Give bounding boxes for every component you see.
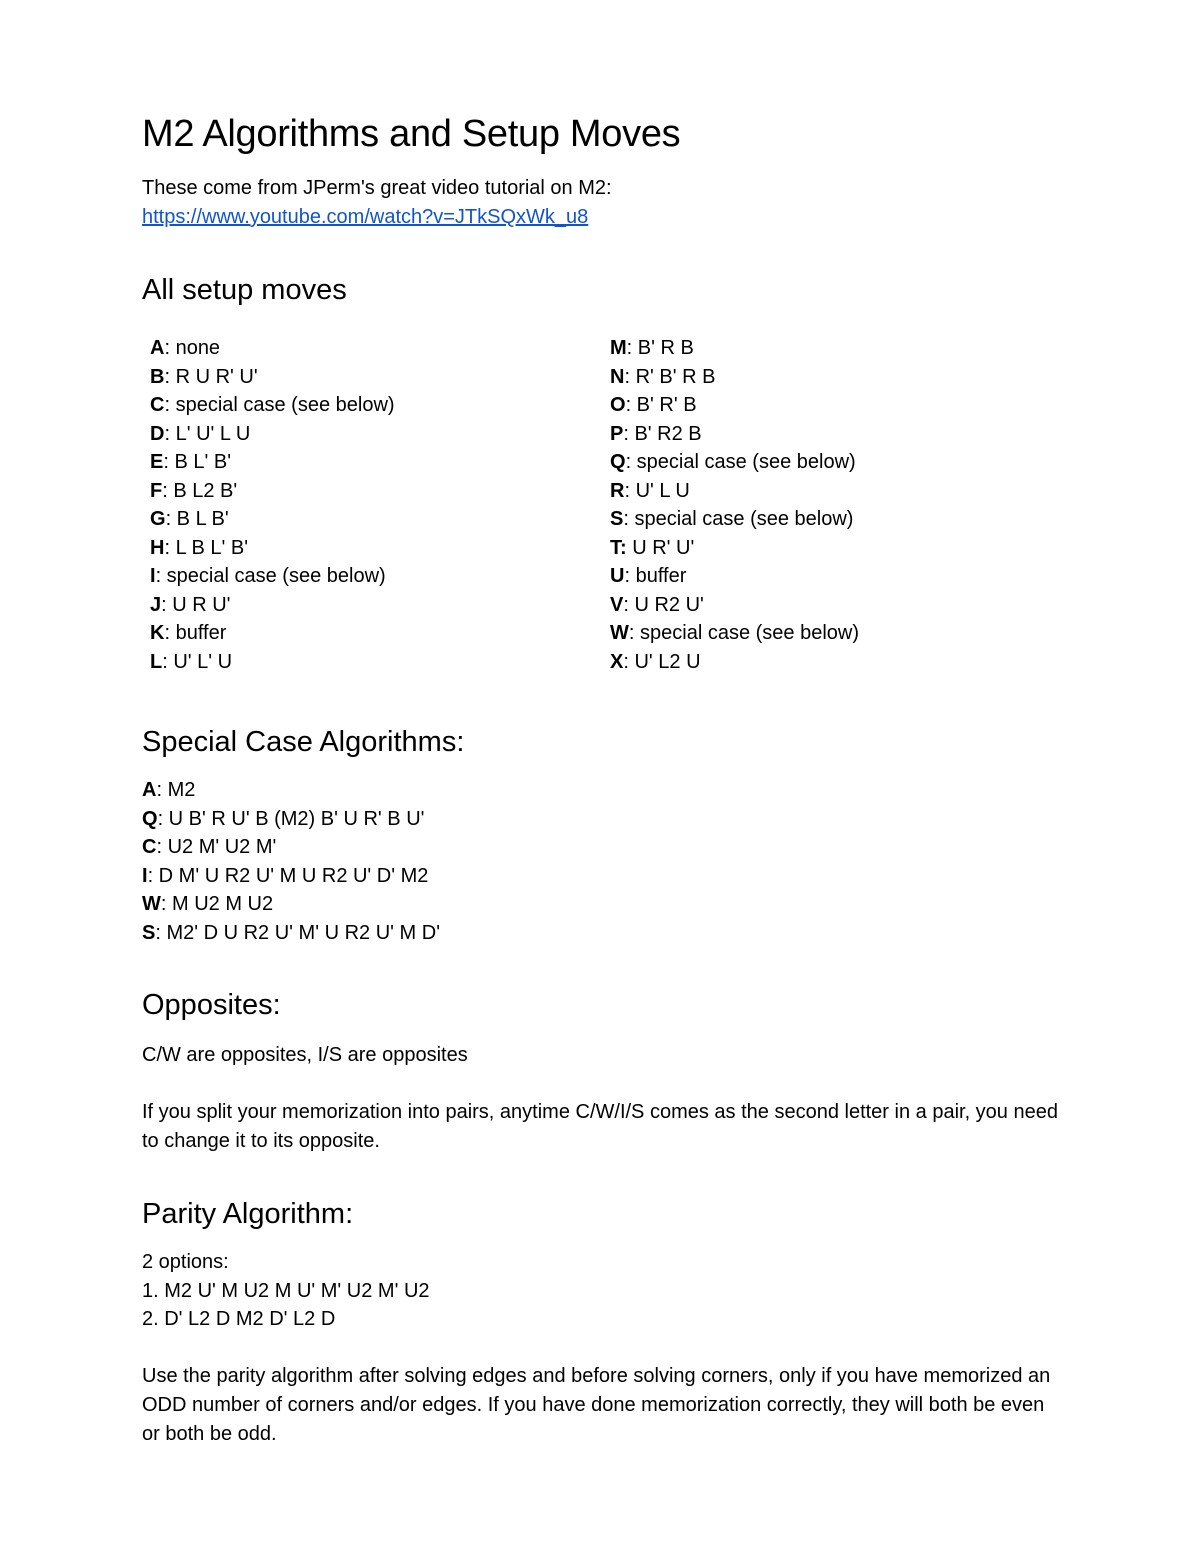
setup-column-right (610, 334, 1030, 676)
setup-letter: C (150, 394, 165, 416)
setup-move: : none (164, 337, 221, 359)
setup-move: : special case (see below) (155, 565, 386, 587)
intro-paragraph (142, 174, 1062, 232)
setup-letter: W (610, 622, 629, 644)
setup-row-d (150, 420, 610, 449)
setup-letter: V (610, 593, 624, 616)
setup-letter: H (150, 536, 165, 559)
setup-letter: O (610, 394, 626, 416)
setup-move: : buffer (624, 565, 687, 587)
setup-row-c (150, 391, 610, 420)
special-letter: C (142, 836, 157, 858)
setup-move: : special case (see below) (164, 394, 395, 416)
setup-move: : B L' B' (163, 451, 232, 473)
setup-letter: X (610, 650, 624, 673)
setup-letter: G (150, 508, 166, 530)
setup-row-s (610, 505, 1030, 534)
special-letter: Q (142, 807, 158, 830)
setup-letter: A (150, 337, 165, 359)
setup-move: : U' L' U (162, 650, 233, 673)
setup-row-v (610, 591, 1030, 620)
setup-letter: S (610, 508, 624, 530)
setup-letter: B (150, 365, 165, 388)
special-case-heading: Special Case Algorithms: (142, 726, 465, 758)
setup-row-o (610, 391, 1030, 420)
setup-letter: L (150, 650, 163, 673)
setup-row-h (150, 534, 610, 563)
setup-letter: D (150, 422, 165, 445)
special-case-list (142, 776, 1062, 947)
setup-move: : L B L' B' (164, 536, 249, 559)
setup-row-b (150, 363, 610, 392)
setup-row-a (150, 334, 610, 363)
setup-letter: K (150, 622, 165, 644)
setup-row-f (150, 477, 610, 506)
setup-letter: E (150, 451, 164, 473)
setup-move: : R' B' R B (624, 365, 716, 388)
special-case-q (142, 805, 1062, 834)
special-alg: : U2 M' U2 M' (156, 836, 277, 858)
setup-move: : special case (see below) (625, 451, 856, 473)
video-link[interactable]: https://www.youtube.com/watch?v=JTkSQxWk_u8 (142, 206, 589, 228)
setup-row-g (150, 505, 610, 534)
setup-move: : B' R2 B (623, 422, 702, 445)
setup-letter: J (150, 593, 162, 616)
document-content (142, 108, 1062, 1449)
setup-letter: P (610, 422, 624, 445)
parity-heading: Parity Algorithm: (142, 1198, 354, 1230)
setup-letter: I (150, 565, 156, 587)
setup-move: : B' R B (626, 337, 694, 359)
special-alg: : M U2 M U2 (160, 893, 274, 915)
setup-letter: N (610, 365, 625, 388)
setup-letter: M (610, 337, 627, 359)
special-case-w (142, 890, 1062, 919)
setup-heading: All setup moves (142, 274, 347, 306)
setup-row-t (610, 534, 1030, 563)
setup-row-u (610, 562, 1030, 591)
special-letter: A (142, 779, 157, 801)
setup-letter: Q (610, 451, 626, 473)
setup-move: U R' U' (626, 536, 695, 559)
special-case-a (142, 776, 1062, 805)
parity-option-2: 2. D' L2 D M2 D' L2 D (142, 1308, 336, 1330)
setup-move: : U' L2 U (623, 650, 701, 673)
setup-row-p (610, 420, 1030, 449)
setup-row-x (610, 648, 1030, 677)
setup-row-n (610, 363, 1030, 392)
parity-option-1: 1. M2 U' M U2 M U' M' U2 M' U2 (142, 1279, 430, 1302)
setup-move: : R U R' U' (164, 365, 258, 388)
special-case-c (142, 833, 1062, 862)
opposites-summary: C/W are opposites, I/S are opposites (142, 1044, 468, 1066)
setup-move: : B' R' B (625, 394, 697, 416)
setup-move: : U R2 U' (623, 593, 704, 616)
special-letter: W (142, 893, 161, 915)
special-letter: I (142, 864, 148, 887)
setup-row-l (150, 648, 610, 677)
intro-text: These come from JPerm's great video tutorial on M2: (142, 177, 612, 199)
setup-row-q (610, 448, 1030, 477)
setup-move: : B L2 B' (162, 479, 238, 502)
setup-row-m (610, 334, 1030, 363)
special-case-i (142, 862, 1062, 891)
setup-moves-table (142, 334, 1062, 676)
setup-move: : L' U' L U (164, 422, 251, 445)
special-alg: : D M' U R2 U' M U R2 U' D' M2 (147, 864, 429, 887)
parity-explanation: Use the parity algorithm after solving edges and before solving corners, only if you have memorized an ODD number of corners and/or edges. If you have done memorization correctly, they will both be even or both be odd. (142, 1364, 1051, 1445)
opposites-explanation: If you split your memorization into pairs, anytime C/W/I/S comes as the second letter in a pair, you need to change it to its opposite. (142, 1101, 1058, 1152)
document-title: M2 Algorithms and Setup Moves (142, 113, 681, 155)
setup-move: : U R U' (161, 593, 231, 616)
parity-options-label: 2 options: (142, 1251, 229, 1273)
setup-move: : B L B' (165, 508, 229, 530)
setup-row-e (150, 448, 610, 477)
special-alg: : M2' D U R2 U' M' U R2 U' M D' (155, 921, 441, 944)
setup-row-r (610, 477, 1030, 506)
setup-move: : U' L U (624, 479, 690, 502)
special-case-s (142, 919, 1062, 948)
setup-letter: U (610, 565, 625, 587)
setup-row-j (150, 591, 610, 620)
setup-row-w (610, 619, 1030, 648)
special-alg: : U B' R U' B (M2) B' U R' B U' (157, 807, 425, 830)
setup-row-k (150, 619, 610, 648)
parity-options (142, 1248, 1062, 1334)
setup-letter: T: (610, 536, 627, 559)
setup-column-left (150, 334, 610, 676)
opposites-heading: Opposites: (142, 989, 281, 1021)
special-alg: : M2 (156, 779, 196, 801)
setup-row-i (150, 562, 610, 591)
setup-move: : buffer (164, 622, 227, 644)
setup-letter: R (610, 479, 625, 502)
setup-move: : special case (see below) (628, 622, 859, 644)
setup-move: : special case (see below) (623, 508, 854, 530)
special-letter: S (142, 921, 156, 944)
setup-letter: F (150, 479, 163, 502)
